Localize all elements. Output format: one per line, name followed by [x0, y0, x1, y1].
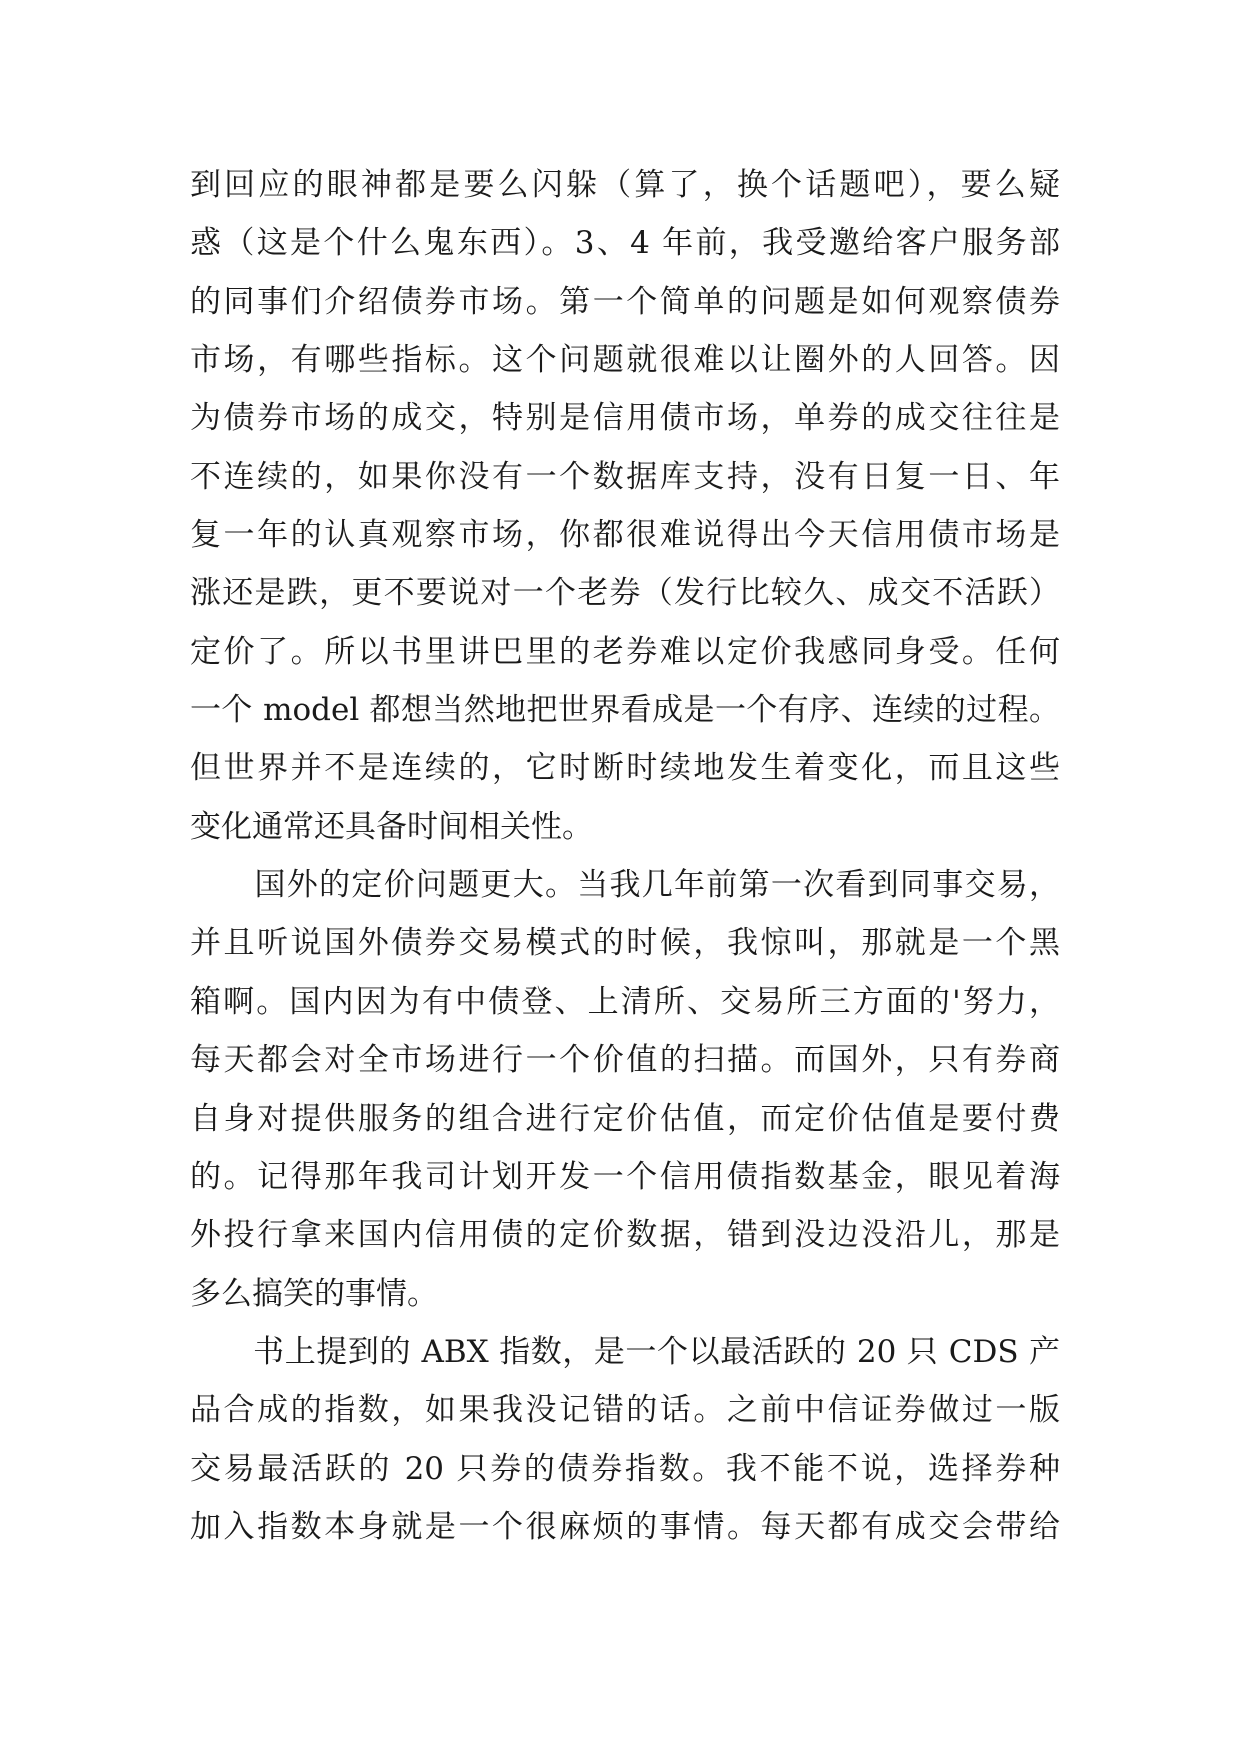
text-line: 外投行拿来国内信用债的定价数据，错到没边没沿儿，那是 [190, 1217, 1060, 1254]
text-line: 惑（这是个什么鬼东西）。3、4 年前，我受邀给客户服务部 [190, 225, 1060, 262]
text-line: 每天都会对全市场进行一个价值的扫描。而国外，只有券商 [190, 1042, 1060, 1079]
text-line: 交易最活跃的 20 只券的债券指数。我不能不说，选择券种 [190, 1450, 1060, 1487]
text-line: 书上提到的 ABX 指数，是一个以最活跃的 20 只 CDS 产 [190, 1333, 1060, 1370]
text-line: 的。记得那年我司计划开发一个信用债指数基金，眼见着海 [190, 1158, 1060, 1195]
text-line: 涨还是跌，更不要说对一个老券（发行比较久、成交不活跃） [190, 575, 1060, 612]
document-body [190, 156, 1060, 1556]
text-line: 但世界并不是连续的，它时断时续地发生着变化，而且这些 [190, 750, 1060, 787]
text-line: 并且听说国外债券交易模式的时候，我惊叫，那就是一个黑 [190, 925, 1060, 962]
text-line: 加入指数本身就是一个很麻烦的事情。每天都有成交会带给 [190, 1508, 1060, 1545]
text-line: 一个 model 都想当然地把世界看成是一个有序、连续的过程。 [190, 692, 1060, 729]
text-line: 为债券市场的成交，特别是信用债市场，单券的成交往往是 [190, 400, 1060, 437]
text-line: 复一年的认真观察市场，你都很难说得出今天信用债市场是 [190, 517, 1060, 554]
text-line: 变化通常还具备时间相关性。 [190, 808, 593, 845]
text-line: 市场，有哪些指标。这个问题就很难以让圈外的人回答。因 [190, 342, 1060, 379]
text-line: 定价了。所以书里讲巴里的老券难以定价我感同身受。任何 [190, 633, 1060, 670]
text-line: 多么搞笑的事情。 [190, 1275, 438, 1312]
text-line: 国外的定价问题更大。当我几年前第一次看到同事交易， [190, 867, 1060, 904]
text-line: 自身对提供服务的组合进行定价估值，而定价估值是要付费 [190, 1100, 1060, 1137]
text-line: 到回应的眼神都是要么闪躲（算了，换个话题吧），要么疑 [190, 167, 1060, 203]
text-line: 品合成的指数，如果我没记错的话。之前中信证券做过一版 [190, 1392, 1060, 1429]
text-line: 的同事们介绍债券市场。第一个简单的问题是如何观察债券 [190, 283, 1060, 320]
text-line: 箱啊。国内因为有中债登、上清所、交易所三方面的'努力， [190, 983, 1060, 1020]
text-line: 不连续的，如果你没有一个数据库支持，没有日复一日、年 [190, 458, 1060, 495]
